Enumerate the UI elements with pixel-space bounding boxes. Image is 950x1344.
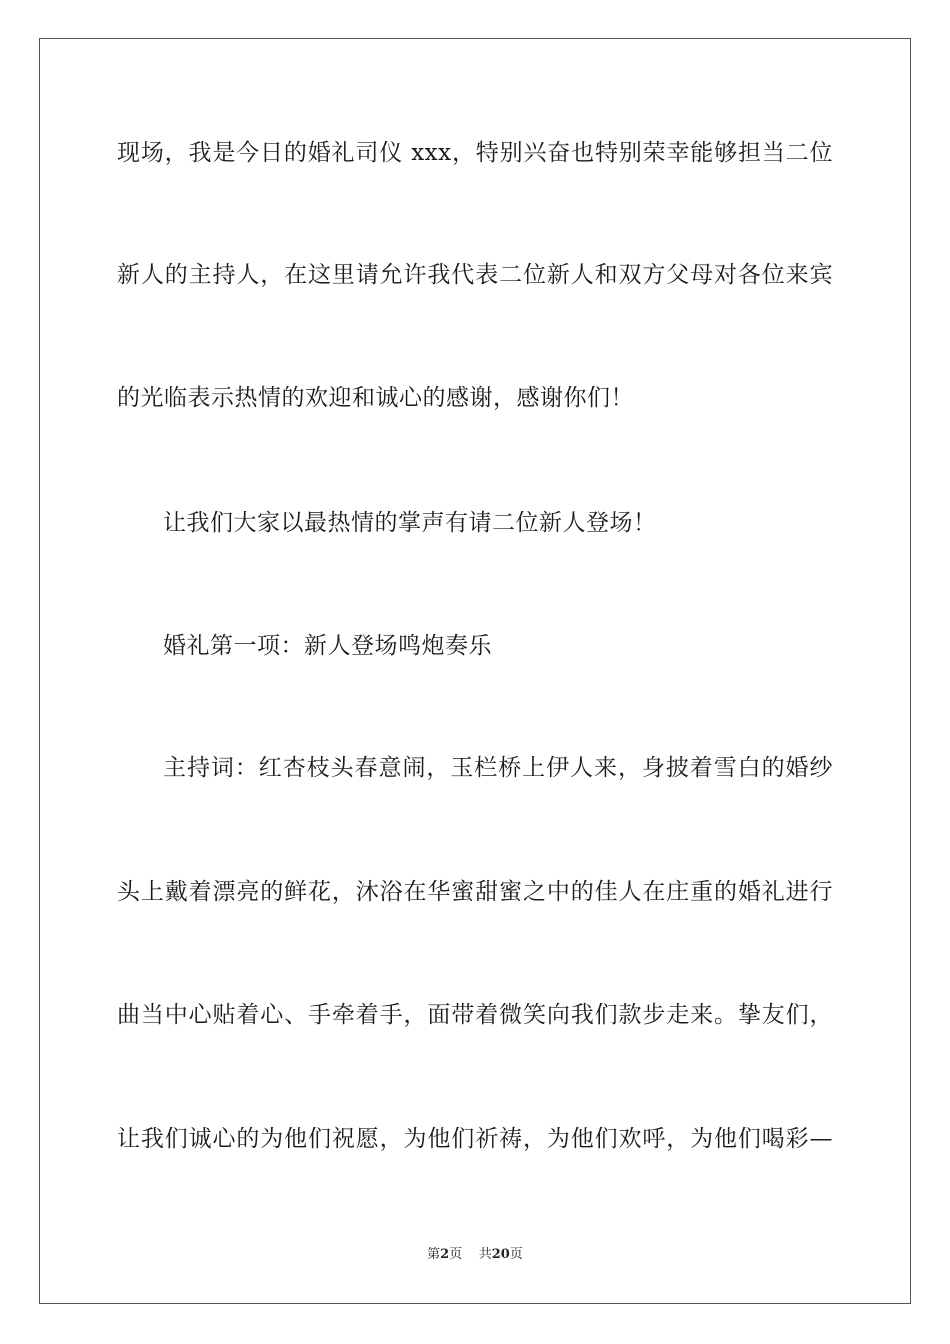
- footer-page-unit: 页: [449, 1247, 463, 1262]
- footer-total-prefix: 共: [478, 1247, 492, 1262]
- body-line-6: 主持词：红杏枝头春意闹，玉栏桥上伊人来，身披着雪白的婚纱: [163, 755, 833, 781]
- body-line-3: 的光临表示热情的欢迎和诚心的感谢，感谢你们！: [117, 385, 634, 411]
- body-line-1: 现场，我是今日的婚礼司仪 xxx，特别兴奋也特别荣幸能够担当二位: [117, 140, 833, 166]
- footer-total-pages: 20: [491, 1247, 510, 1262]
- body-line-8: 曲当中心贴着心、手牵着手，面带着微笑向我们款步走来。挚友们，: [117, 1002, 833, 1028]
- page-border: [39, 38, 911, 1304]
- footer-page-number: 2: [440, 1247, 450, 1262]
- body-line-9: 让我们诚心的为他们祝愿，为他们祈祷，为他们欢呼，为他们喝彩—: [117, 1126, 833, 1152]
- body-line-2: 新人的主持人，在这里请允许我代表二位新人和双方父母对各位来宾: [117, 262, 833, 288]
- page-footer: [0, 1246, 950, 1264]
- footer-total-unit: 页: [509, 1247, 523, 1262]
- body-line-4: 让我们大家以最热情的掌声有请二位新人登场！: [163, 510, 657, 536]
- body-line-7: 头上戴着漂亮的鲜花，沐浴在华蜜甜蜜之中的佳人在庄重的婚礼进行: [117, 879, 833, 905]
- section-heading: 婚礼第一项：新人登场鸣炮奏乐: [163, 633, 492, 659]
- footer-page-prefix: 第: [427, 1247, 441, 1262]
